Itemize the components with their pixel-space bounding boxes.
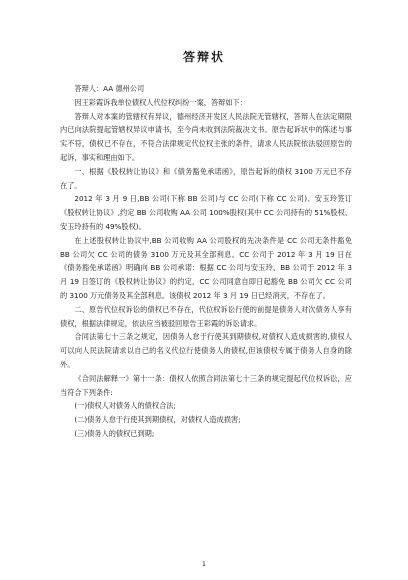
condition-item: (一)债权人对债务人的债权合法; bbox=[74, 401, 176, 411]
respondent-line: 答辩人：AA 德州公司 bbox=[74, 84, 145, 93]
jurisdiction-paragraph: 答辩人对本案的管辖权有异议，德州经济开发区人民法院无管辖权，答辩人在法定期限内已向法院提起管辖权异议申请书，至今尚未收到法院裁决文书。原告起诉状中的陈述与事实不符，债权已不存在，不符合法律规定代位权主张的条件，请求人民法院依法驳回原告的起诉，事实和理由如下。 bbox=[60, 111, 352, 162]
section-one-heading: 一、根据《股权转让协议》和《债务豁免承诺函》，原告起诉的债权 3100 万元已不存在了。 bbox=[60, 166, 352, 190]
condition-item: (二)债务人怠于行使其到期债权，对债权人造成损害; bbox=[74, 415, 241, 425]
document-body bbox=[60, 82, 352, 441]
condition-item: (三)债务人的债权已到期; bbox=[74, 428, 155, 438]
agreement-paragraph: 2012 年 3 月 9 日,BB 公司(下称 BB 公司)与 CC 公司(下称 CC 公司)、安玉玲签订《股权转让协议》,约定 BB 公司收购 AA 公司 100%股权(其中 CC 公司持有的 51%股权、安玉玲持有的 49%股权)。 bbox=[60, 194, 352, 231]
contract-law-paragraph: 合同法第七十三条之规定，因债务人怠于行使其到期债权,对债权人造成损害的,债权人可以向人民法院请求以自己的名义代位行使债务人的债权,但该债权专属于债务人自身的除外。 bbox=[60, 332, 352, 369]
intro-paragraph: 因王彩霞诉我单位债权人代位权纠纷一案，答辩如下： bbox=[74, 97, 247, 107]
waiver-paragraph: 在上述股权转让协议中,BB 公司收购 AA 公司股权的先决条件是 CC 公司无条件豁免 BB 公司欠 CC 公司的债务 3100 万元及其全部利息。CC 公司于 2012 年 3 月 19 日在《债务豁免承诺函》明确向 BB 公司承诺：根据 CC 公司与安玉玲、BB 公司于 2012 年 3 月 19 日签订的《股权转让协议》的约定，CC 公司同意自即日起豁免 BB 公司欠 CC 公司的 3100 万元债务及其全部利息。该债权 2012 年 3 月 19 日已经消灭，不存在了。 bbox=[60, 235, 352, 300]
section-two-heading: 二、原告代位权诉讼的债权已不存在，代位权诉讼行使的前提是债务人对次债务人享有债权，根据法律规定，依法应当被驳回原告王彩霞的诉讼请求。 bbox=[60, 304, 352, 328]
document-title: 答辩状 bbox=[182, 50, 225, 64]
page-number: 1 bbox=[201, 560, 207, 568]
interpretation-paragraph: 《合同法解释一》第十一条：债权人依照合同法第七十三条的规定提起代位权诉讼，应当符合下列条件: bbox=[60, 373, 352, 397]
